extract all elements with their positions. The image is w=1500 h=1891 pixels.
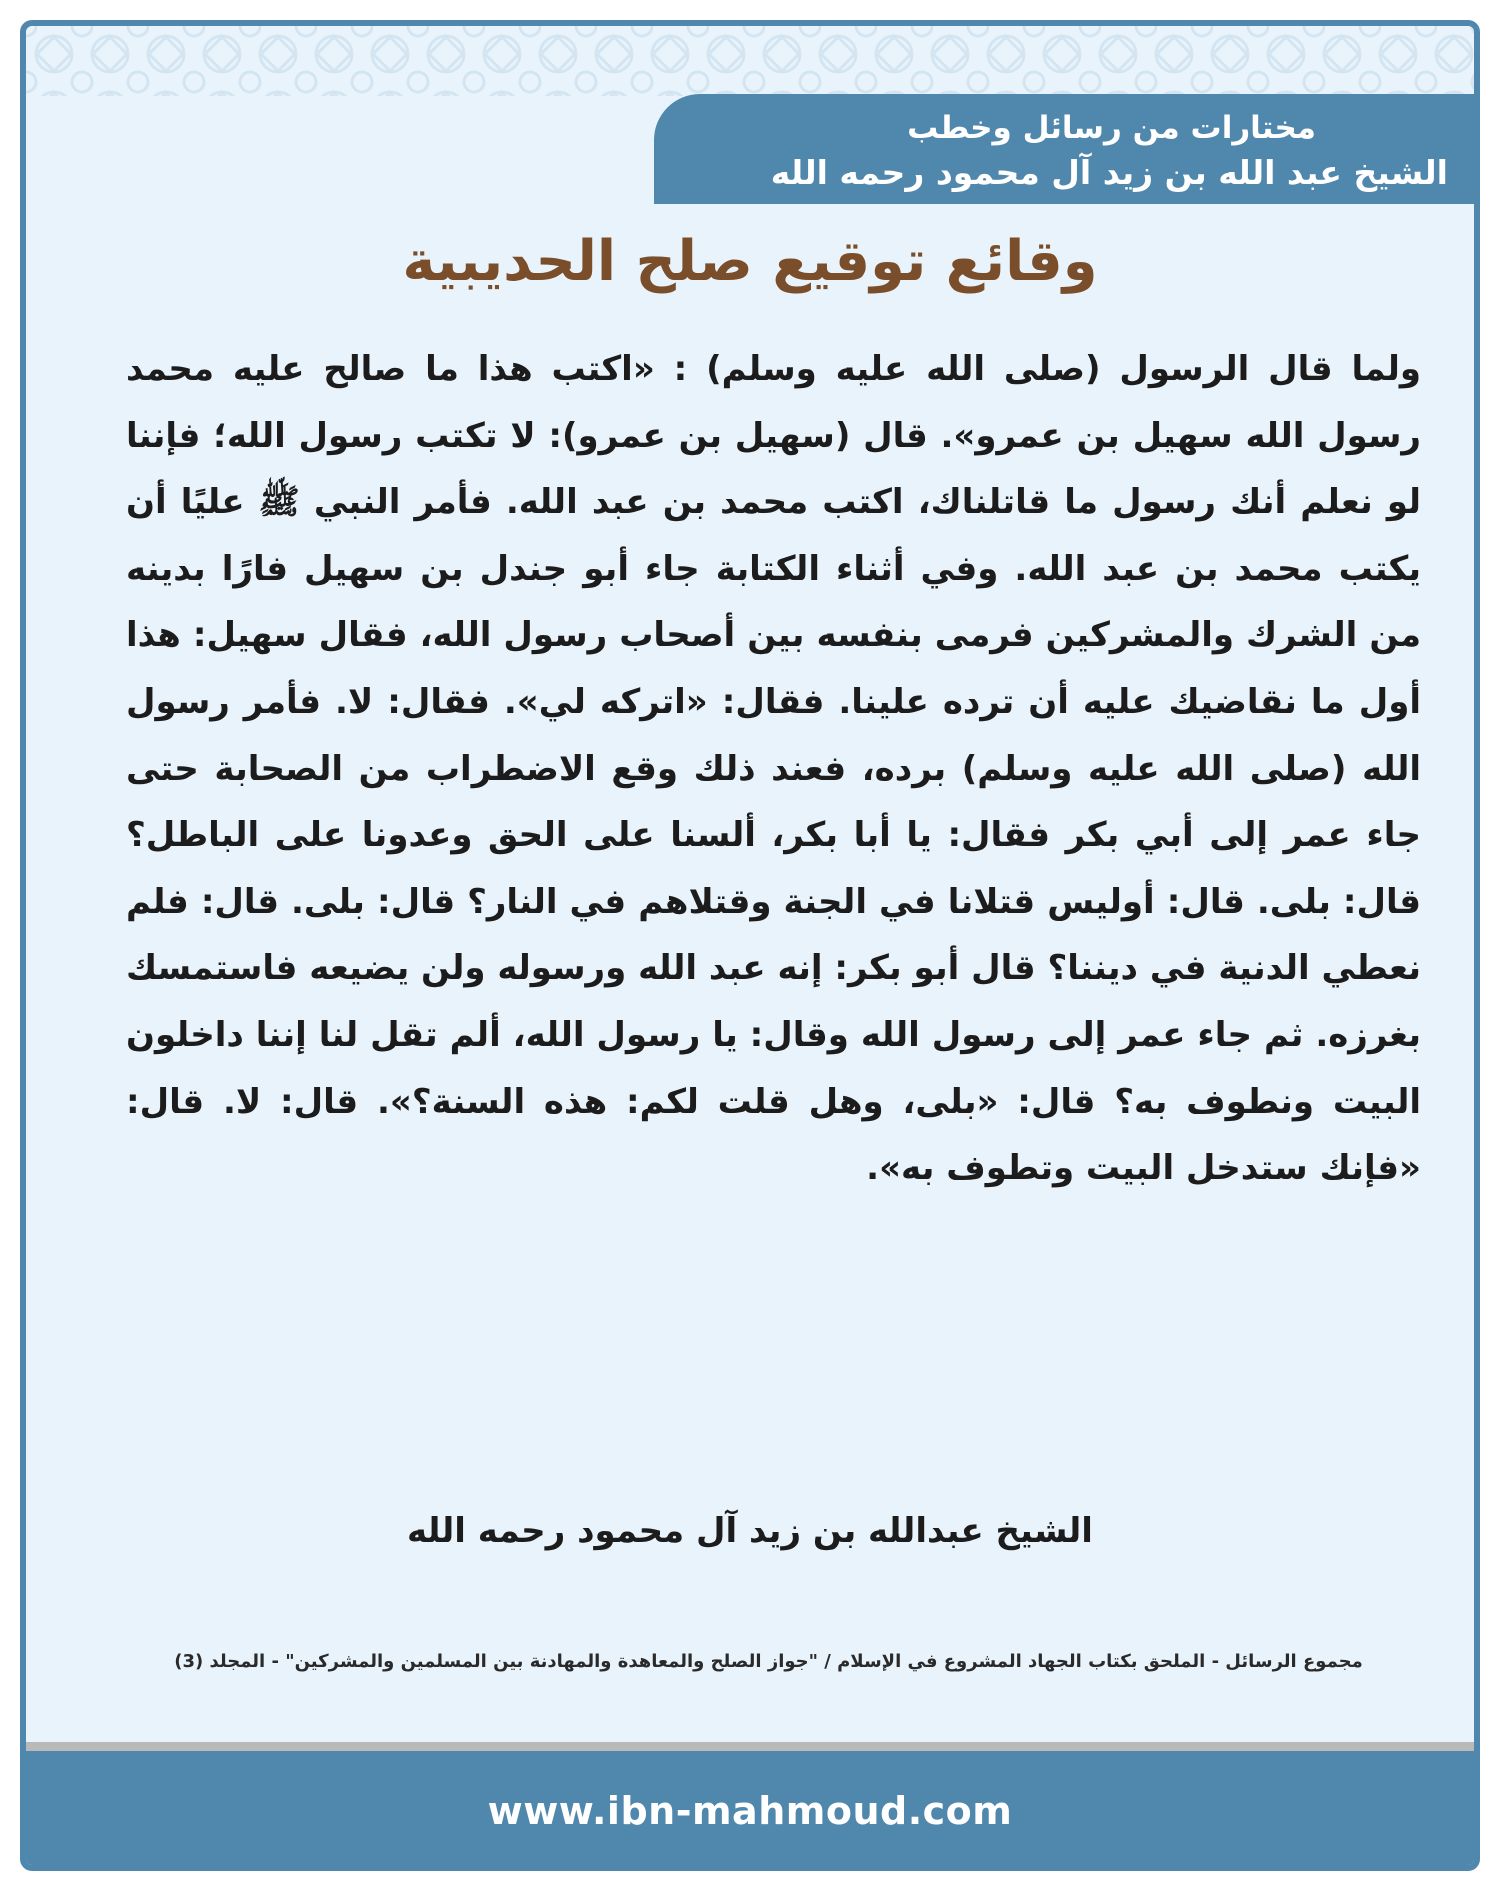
header-author-name: الشيخ عبد الله بن زيد آل محمود رحمه الله [770, 153, 1448, 192]
header-series-title: مختارات من رسائل وخطب [907, 110, 1316, 146]
article-body: ولما قال الرسول (صلى الله عليه وسلم) : «اكتب هذا ما صالح عليه محمد رسول الله سهيل بن عمرو». قال (سهيل بن عمرو): لا تكتب رسول الله؛ فإننا لو نعلم أنك رسول ما قاتلناك، اكتب محمد بن عبد الله. فأمر النبي ﷺ عليًا أن يكتب محمد بن عبد الله. وفي أثناء الكتابة جاء أبو جندل بن سهيل فارًا بدينه من الشرك والمشركين فرمى بنفسه بين أصحاب رسول الله، فقال سهيل: هذا أول ما نقاضيك عليه أن ترده علينا. فقال: «اتركه لي». فقال: لا. فأمر رسول الله (صلى الله عليه وسلم) برده، فعند ذلك وقع الاضطراب من الصحابة حتى جاء عمر إلى أبي بكر فقال: يا أبا بكر، ألسنا على الحق وعدونا على الباطل؟ قال: بلى. قال: أوليس قتلانا في الجنة وقتلاهم في النار؟ قال: بلى. قال: فلم نعطي الدنية في ديننا؟ قال أبو بكر: إنه عبد الله ورسوله ولن يضيعه فاستمسك بغرزه. ثم جاء عمر إلى رسول الله وقال: يا رسول الله، ألم تقل لنا إننا داخلون البيت ونطوف به؟ قال: «بلى، وهل قلت لكم: هذه السنة؟». قال: لا. قال: «فإنك ستدخل البيت وتطوف به». [126, 349, 1421, 1189]
author-signature: الشيخ عبدالله بن زيد آل محمود رحمه الله [407, 1511, 1093, 1551]
footer-banner [26, 1751, 1474, 1871]
website-link[interactable]: www.ibn-mahmoud.com [487, 1789, 1013, 1833]
decorative-pattern [26, 26, 1474, 96]
article-title: وقائع توقيع صلح الحديبية [402, 229, 1098, 294]
footer-divider [26, 1742, 1474, 1751]
source-citation: مجموع الرسائل - الملحق بكتاب الجهاد المشروع في الإسلام / "جواز الصلح والمعاهدة والمهادنة بين المسلمين والمشركين" - المجلد (3) [174, 1651, 1363, 1672]
header-banner [654, 94, 1474, 204]
page-frame [20, 20, 1480, 1871]
